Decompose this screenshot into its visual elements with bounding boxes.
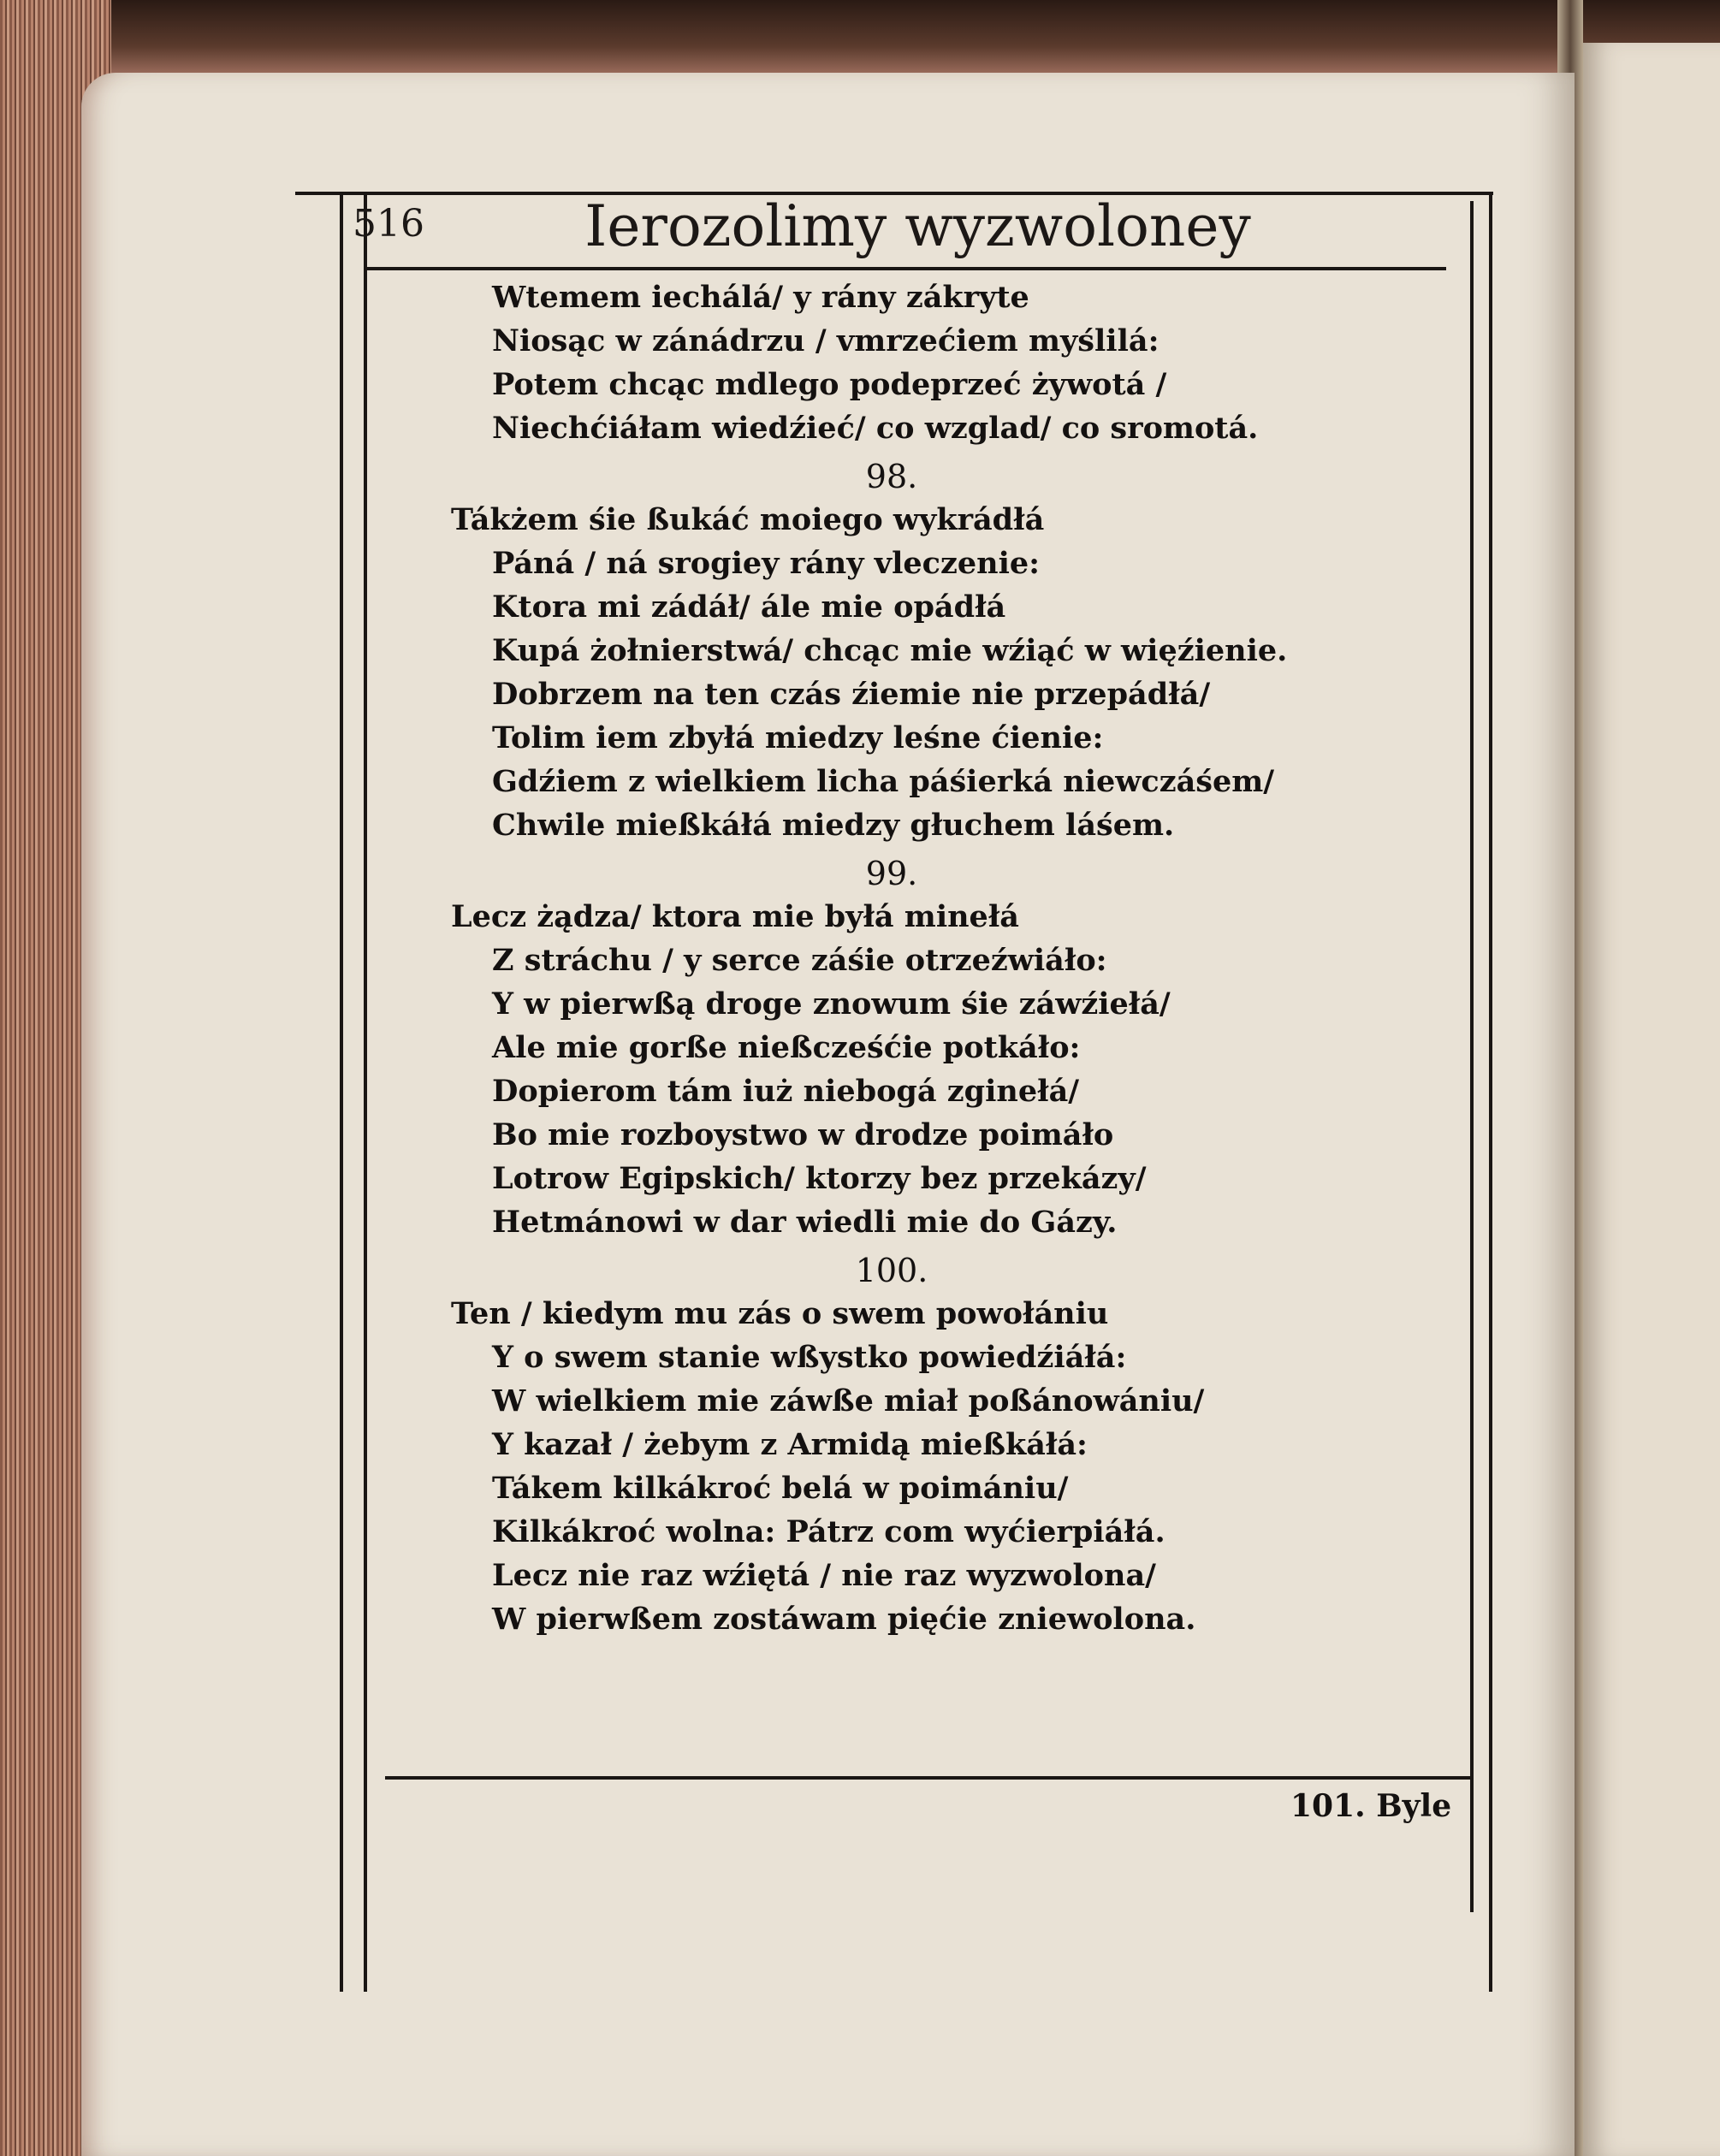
- running-title: Ierozolimy wyzwoloney: [584, 193, 1251, 259]
- verse-line: Bo mie rozboystwo w drodze poimáło: [492, 1117, 1114, 1152]
- page-number: 516: [353, 202, 424, 246]
- verse-line: Lotrow Egipskich/ ktorzy bez przekázy/: [492, 1161, 1147, 1196]
- catchword: 101. Byle: [1290, 1788, 1452, 1824]
- verse-line: Tolim iem zbyłá miedzy leśne ćienie:: [492, 720, 1104, 755]
- stanza-number: 98.: [865, 458, 918, 495]
- verse-line: Tákem kilkákroć belá w poimániu/: [492, 1471, 1069, 1506]
- footer-rule: [385, 1776, 1472, 1780]
- frame-left-inner: [364, 195, 367, 1992]
- verse-line: Dopierom tám iuż niebogá zginełá/: [492, 1074, 1080, 1109]
- book-top-edge: [0, 0, 1720, 77]
- verse-line: Z stráchu / y serce záśie otrzeźwiáło:: [492, 943, 1107, 978]
- verse-line: Ten / kiedym mu zás o swem powołániu: [451, 1296, 1109, 1331]
- verse-line: Ale mie gorße nießcześćie potkáło:: [492, 1030, 1081, 1065]
- verse-line: Y kazał / żebym z Armidą mießkáłá:: [492, 1427, 1088, 1462]
- header-rule: [364, 267, 1446, 270]
- verse-line: Y o swem stanie wßystko powiedźiáłá:: [492, 1340, 1127, 1375]
- verse-line: Niosąc w zánádrzu / vmrzećiem myślilá:: [492, 323, 1160, 358]
- verse-line: Dobrzem na ten czás źiemie nie przepádłá/: [492, 677, 1211, 712]
- verse-line: Kilkákroć wolna: Pátrz com wyćierpiáłá.: [492, 1514, 1165, 1549]
- frame-right-outer: [1489, 195, 1492, 1992]
- verse-line: Gdźiem z wielkiem licha páśierká niewczáśem/: [492, 764, 1275, 799]
- frame-left-outer: [340, 195, 343, 1992]
- verse-line: Ktora mi zádáł/ ále mie opádłá: [492, 589, 1006, 625]
- verse-line: W pierwßem zostáwam pięćie zniewolona.: [492, 1602, 1196, 1637]
- verse-line: W wielkiem mie záwße miał poßánowániu/: [492, 1383, 1205, 1419]
- verse-line: Lecz żądza/ ktora mie byłá minełá: [451, 899, 1019, 934]
- facing-page: [1581, 43, 1720, 2156]
- stanza-number: 100.: [855, 1252, 928, 1289]
- stanza-number: 99.: [865, 855, 918, 892]
- frame-right-inner: [1470, 201, 1474, 1912]
- verse-line: Wtemem iechálá/ y rány zákryte: [492, 280, 1029, 315]
- verse-line: Niechćiáłam wiedźieć/ co wzglad/ co sromotá.: [492, 411, 1259, 446]
- verse-line: Chwile mießkáłá miedzy głuchem láśem.: [492, 808, 1175, 843]
- verse-line: Y w pierwßą droge znowum śie záwźiełá/: [492, 986, 1171, 1022]
- verse-line: Potem chcąc mdlego podeprzeć żywotá /: [492, 367, 1167, 402]
- verse-text: [451, 275, 1461, 1641]
- verse-line: Páná / ná srogiey rány vleczenie:: [492, 546, 1041, 581]
- verse-line: Kupá żołnierstwá/ chcąc mie wźiąć w więźienie.: [492, 633, 1288, 668]
- verse-line: Tákżem śie ßukáć moiego wykrádłá: [451, 502, 1045, 537]
- verse-line: Hetmánowi w dar wiedli mie do Gázy.: [492, 1205, 1118, 1240]
- verse-line: Lecz nie raz wźiętá / nie raz wyzwolona/: [492, 1558, 1156, 1593]
